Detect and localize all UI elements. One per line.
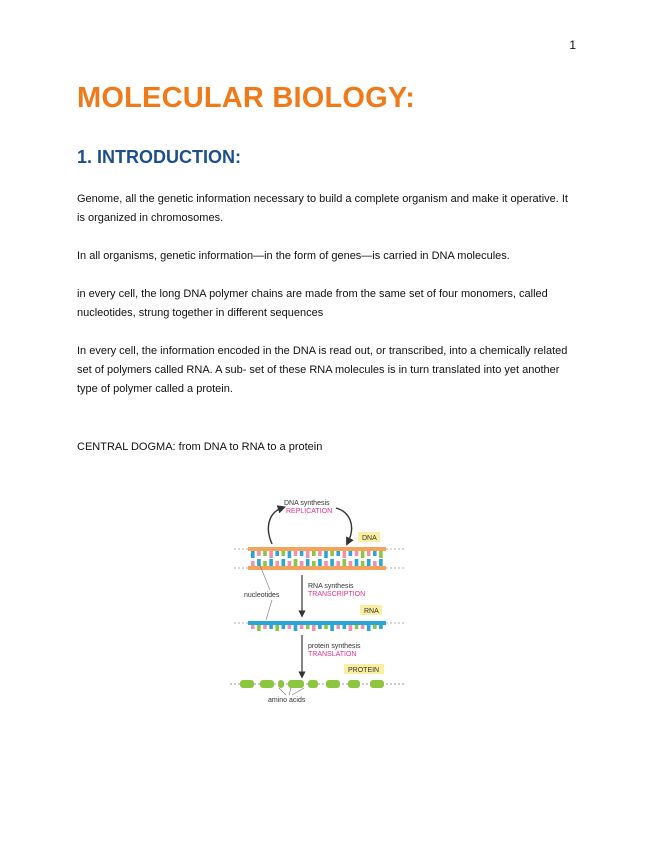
amino-acid — [260, 680, 274, 688]
page-number: 1 — [569, 38, 576, 52]
dna-base — [282, 559, 286, 566]
replication-label: DNA synthesis — [284, 500, 330, 507]
dna-base — [294, 559, 298, 566]
dna-base — [379, 559, 383, 566]
dna-base — [294, 551, 298, 556]
replication-process: REPLICATION — [286, 508, 333, 515]
dna-base — [251, 551, 255, 558]
page-title: MOLECULAR BIOLOGY: — [77, 82, 416, 114]
dna-base — [257, 551, 261, 556]
rna-base — [288, 625, 292, 629]
dna-base — [300, 561, 304, 566]
dna-base — [306, 559, 310, 566]
rna-base — [257, 625, 261, 631]
rna-base — [379, 625, 383, 629]
dna-base — [263, 561, 267, 566]
dna-base — [318, 551, 322, 556]
central-dogma-diagram — [226, 492, 426, 712]
dna-base — [367, 551, 371, 556]
replication-arrow-left — [268, 508, 282, 544]
rna-base — [282, 625, 286, 629]
dna-base — [269, 551, 273, 558]
dna-bottom-backbone — [248, 566, 386, 570]
rna-base — [306, 625, 310, 629]
rna-bases — [251, 625, 383, 631]
translation-label: protein synthesis — [308, 643, 361, 650]
rna-backbone — [248, 621, 386, 625]
amino-acids-label: amino acids — [268, 697, 306, 704]
transcription-process: TRANSCRIPTION — [308, 591, 366, 598]
paragraph-genome: Genome, all the genetic information necessary to build a complete organism and make it operative. It is organized in chromosomes. — [77, 193, 568, 224]
dna-base — [269, 559, 273, 566]
dna-base — [361, 561, 365, 566]
rna-base — [373, 625, 377, 629]
dna-base — [275, 551, 279, 556]
transcription-label: RNA synthesis — [308, 583, 354, 590]
rna-tag: RNA — [364, 608, 379, 615]
dna-base — [288, 551, 292, 558]
dna-base — [318, 559, 322, 566]
amino-acid — [348, 680, 360, 688]
rna-base — [312, 625, 316, 631]
rna-base — [367, 625, 371, 631]
nucleotides-label: nucleotides — [244, 592, 280, 599]
dna-base — [330, 559, 334, 566]
dna-base — [349, 561, 353, 566]
rna-base — [324, 625, 328, 629]
dna-base — [306, 551, 310, 558]
rna-base — [300, 625, 304, 629]
rna-base — [318, 625, 322, 629]
dna-base — [312, 551, 316, 556]
amino-acid — [326, 680, 340, 688]
rna-base — [263, 625, 267, 629]
dna-base — [343, 559, 347, 566]
paragraph-central-dogma: CENTRAL DOGMA: from DNA to RNA to a protein — [77, 441, 323, 453]
dna-base — [373, 561, 377, 566]
dna-base — [373, 551, 377, 556]
dna-base — [355, 559, 359, 566]
dna-base — [282, 551, 286, 556]
amino-acid — [370, 680, 384, 688]
dna-base — [355, 551, 359, 556]
dna-base — [251, 561, 255, 566]
dna-tag: DNA — [362, 535, 377, 542]
rna-base — [336, 625, 340, 629]
dna-base — [257, 559, 261, 566]
translation-process: TRANSLATION — [308, 651, 357, 658]
dna-base-pairs — [251, 551, 383, 566]
dna-base — [300, 551, 304, 556]
rna-base — [361, 625, 365, 629]
amino-acid — [278, 680, 284, 688]
rna-base — [355, 625, 359, 629]
dna-base — [275, 561, 279, 566]
dna-top-backbone — [248, 547, 386, 551]
dna-base — [330, 551, 334, 556]
rna-base — [251, 625, 255, 629]
paragraph-nucleotides: in every cell, the long DNA polymer chains are made from the same set of four monomers, called nucleotides, strung together in different sequences — [77, 288, 548, 319]
paragraph-transcription: In every cell, the information encoded in the DNA is read out, or transcribed, into a chemically related set of polymers called RNA. A sub- set of these RNA molecules is in turn translated into yet another type of polymer called a protein. — [77, 345, 568, 395]
section-heading: 1. INTRODUCTION: — [77, 147, 241, 167]
dna-base — [336, 561, 340, 566]
dna-base — [312, 561, 316, 566]
rna-base — [269, 625, 273, 629]
dna-base — [336, 551, 340, 556]
rna-base — [349, 625, 353, 631]
dna-base — [288, 561, 292, 566]
replication-arrow-right — [336, 508, 352, 542]
paragraph-genes-dna: In all organisms, genetic information—in the form of genes—is carried in DNA molecules. — [77, 250, 510, 262]
amino-acid — [240, 680, 254, 688]
rna-base — [343, 625, 347, 629]
dna-base — [349, 551, 353, 556]
dna-base — [263, 551, 267, 556]
amino-acid — [308, 680, 318, 688]
protein-tag: PROTEIN — [348, 667, 380, 674]
dna-base — [324, 561, 328, 566]
dna-base — [367, 559, 371, 566]
rna-base — [294, 625, 298, 631]
dna-base — [343, 551, 347, 558]
rna-base — [275, 625, 279, 631]
amino-acid — [288, 680, 304, 688]
dna-base — [324, 551, 328, 558]
rna-base — [330, 625, 334, 631]
dna-base — [379, 551, 383, 558]
dna-base — [361, 551, 365, 558]
